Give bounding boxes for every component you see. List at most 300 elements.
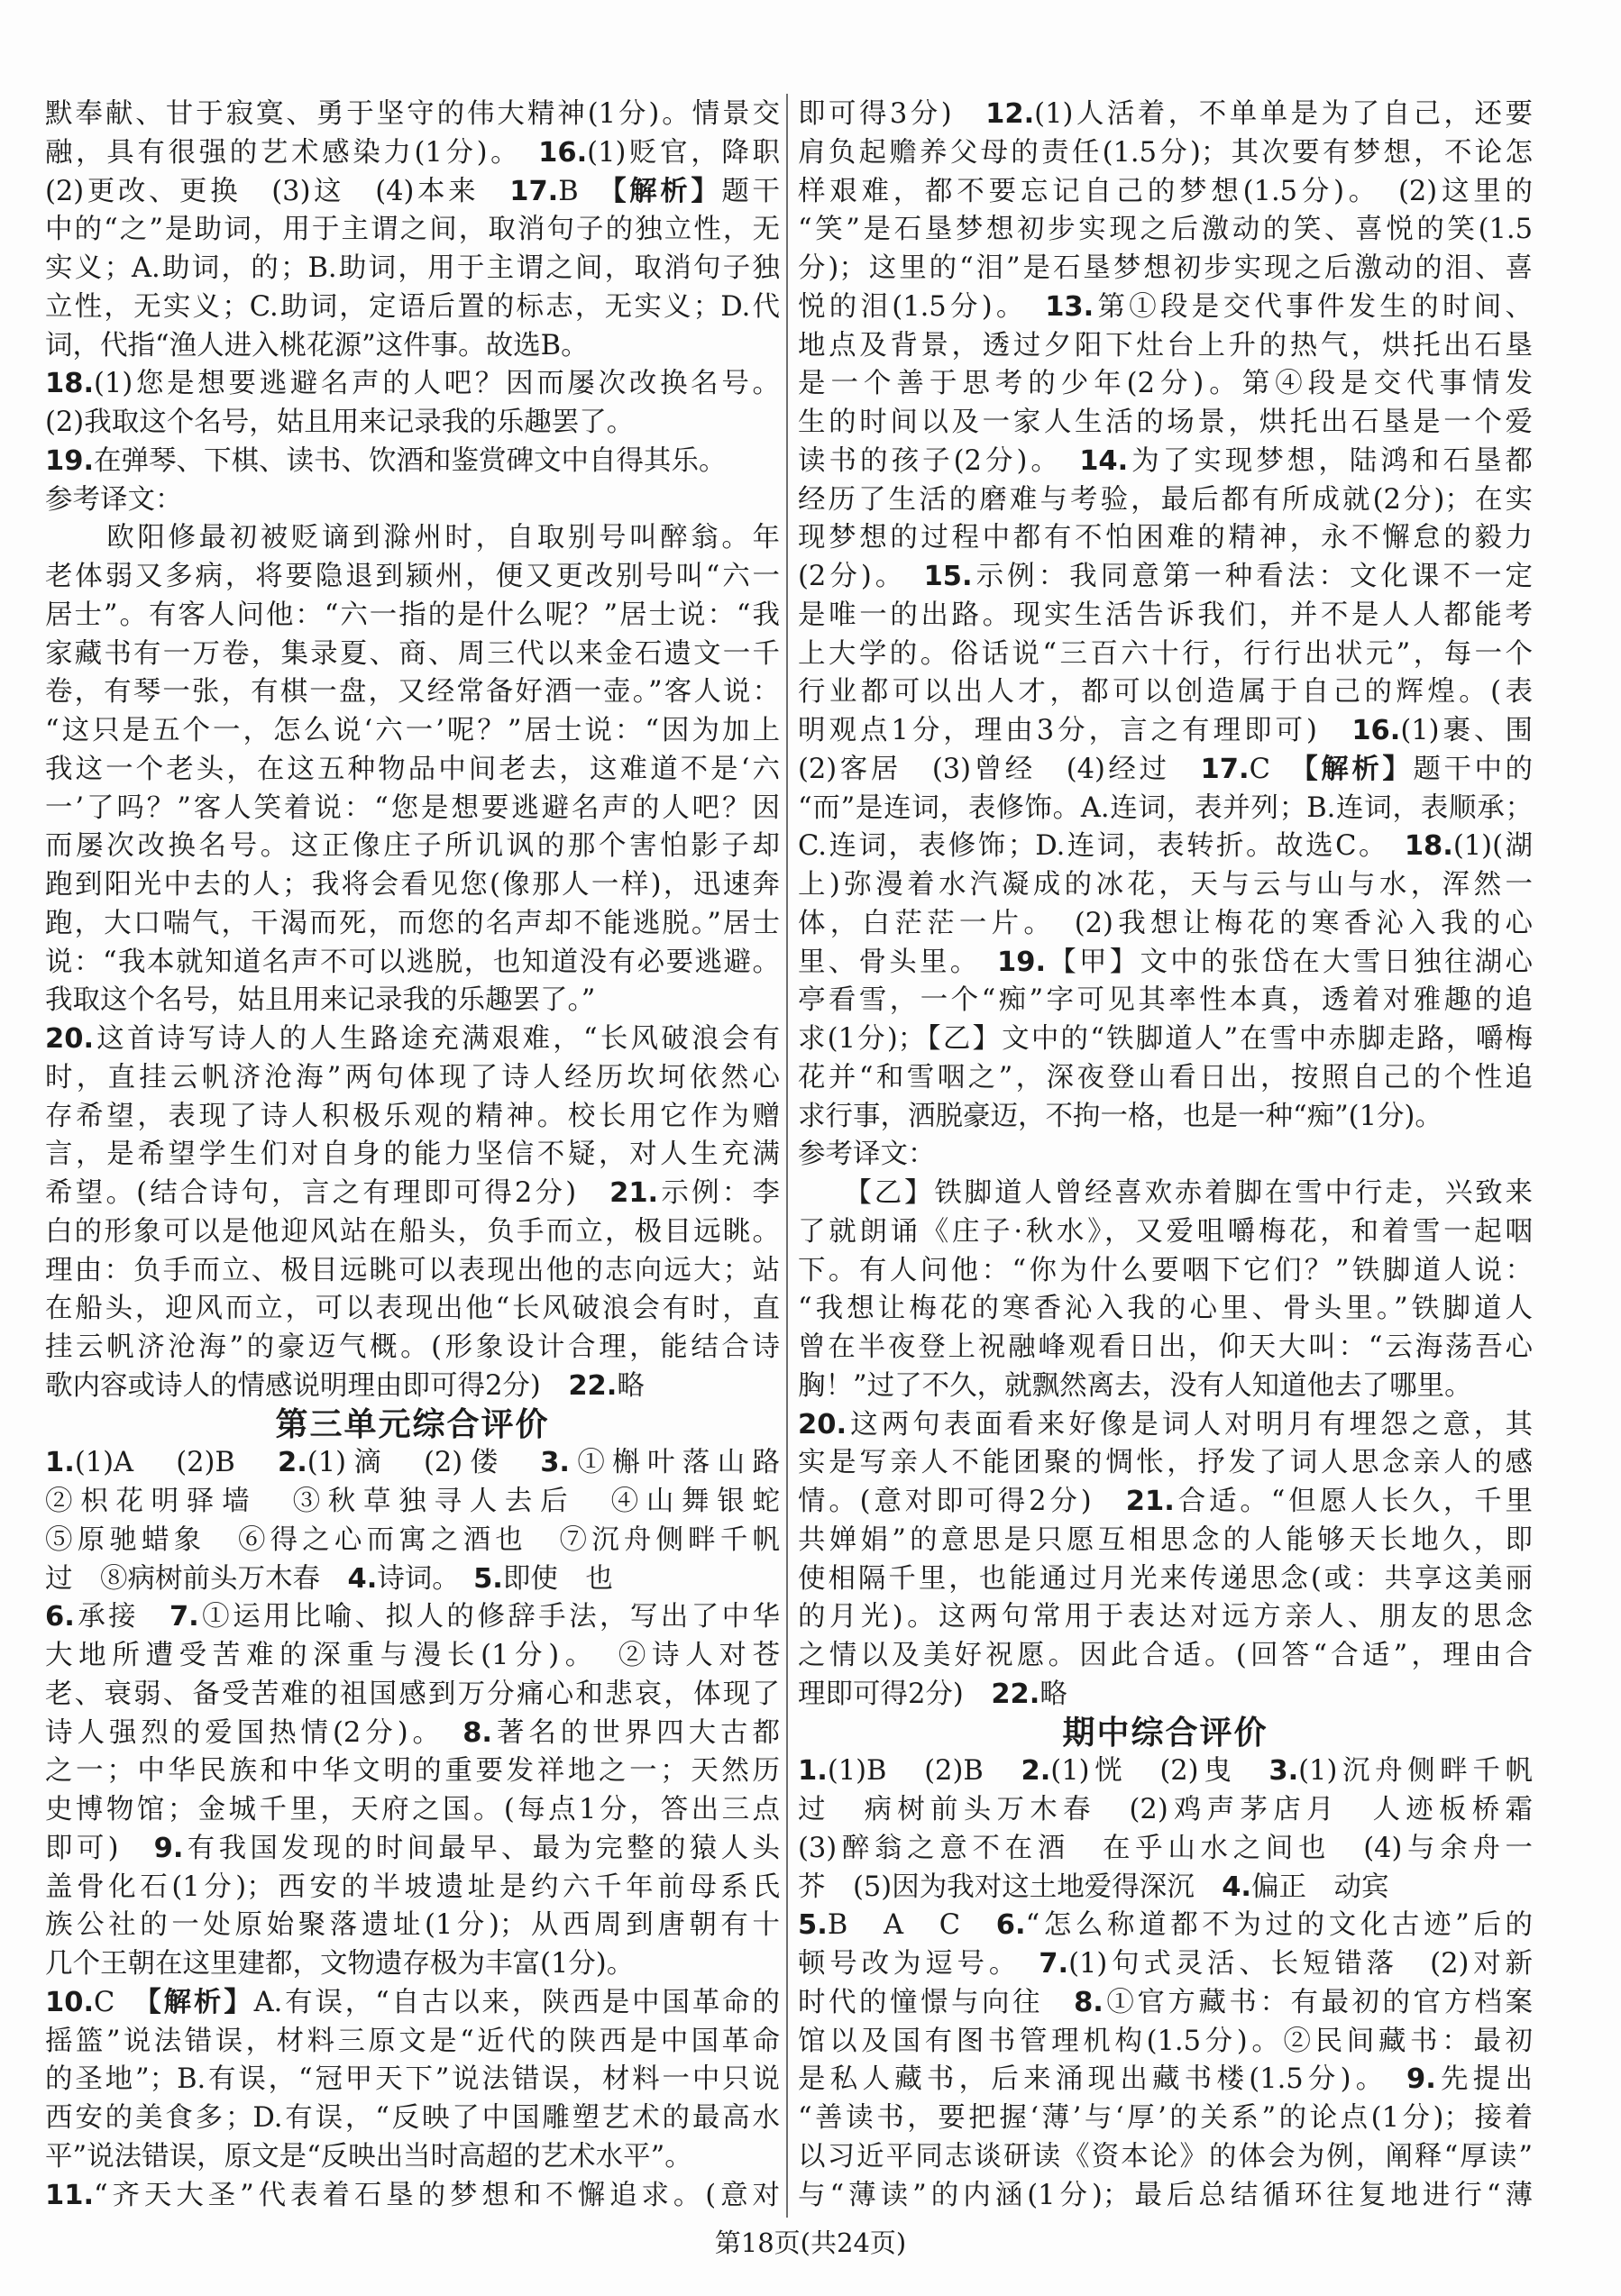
text-run: 过 病树前头万木春 (2)鸡声茅店月 人迹板桥霜 [798, 1794, 1533, 1825]
answer-paragraph [45, 519, 780, 1020]
text-run: 老、衰弱、备受苦难的祖国感到万分痛心和悲哀，体现了 [45, 1678, 780, 1710]
text-line [798, 365, 1533, 404]
text-run: 我这一个老头，在这五种物品中间老去，这难道不是‘六 [45, 753, 780, 785]
bold-text: 10. [45, 1986, 95, 2018]
text-line [798, 173, 1533, 212]
bold-text: 5. [473, 1562, 503, 1595]
text-run: 言，是希望学生们对自身的能力坚信不疑，对人生充满 [45, 1139, 780, 1171]
text-run: “笑”是石垦梦想初步实现之后激动的笑、喜悦的笑(1.5 [798, 214, 1533, 246]
text-run: 理由：负手而立、极目远眺可以表现出他的志向远大；站 [45, 1254, 780, 1286]
text-line [798, 1984, 1533, 2023]
text-run: 求行事，洒脱豪迈，不拘一格，也是一种“痴”(1分)。 [798, 1100, 1442, 1132]
text-line [45, 519, 780, 558]
bold-text: 5. [798, 1909, 828, 1942]
text-line [798, 1020, 1533, 1059]
text-run: 生的时间以及一家人生活的场景，烘托出石垦是一个爱 [798, 407, 1533, 438]
text-line [798, 1907, 1533, 1945]
text-run: 第①段是交代事件发生的时间、 [1094, 290, 1533, 323]
text-line [798, 1637, 1533, 1676]
text-line [45, 250, 780, 288]
answer-paragraph [45, 443, 780, 481]
bold-text: 3. [1268, 1755, 1299, 1788]
bold-text: 11. [45, 2179, 95, 2211]
text-run: 先提出 [1435, 2063, 1533, 2096]
bold-text: 21. [1125, 1486, 1175, 1517]
text-line [45, 1136, 780, 1175]
text-run: (1)贬官，降职 [587, 136, 780, 169]
text-line [45, 1444, 780, 1483]
text-run: 即可得3分) [798, 98, 986, 130]
text-run: 参考译文： [798, 1139, 936, 1171]
text-run: 平”说法错误，原文是“反映出当时高超的艺术水平”。 [45, 2140, 692, 2173]
text-run: 的圣地”；B.有误，“冠甲天下”说法错误，材料一中只说 [45, 2063, 780, 2096]
text-line [45, 1945, 780, 1984]
answer-paragraph [798, 1175, 1533, 1406]
text-run: 与“薄读”的内涵(1分)；最后总结循环往复地进行“薄 [798, 2179, 1533, 2211]
bold-text: 1. [45, 1447, 75, 1479]
text-run: 是一个善于思考的少年(2分)。第④段是交代事情发 [798, 368, 1533, 400]
text-run: 时，直挂云帆济沧海”两句体现了诗人经历坎坷依然心 [45, 1061, 780, 1093]
text-line [798, 1598, 1533, 1637]
bold-text: 19. [997, 946, 1047, 978]
text-run: 悦的泪(1.5分)。 [798, 290, 1046, 323]
text-line [45, 365, 780, 404]
text-line [45, 751, 780, 790]
text-line [45, 1020, 780, 1059]
text-line [798, 2138, 1533, 2177]
text-run: “怎么称道都不为过的文化古迹”后的 [1025, 1909, 1533, 1942]
text-run: B A C [827, 1909, 996, 1942]
text-run: “齐天大圣”代表着石垦的梦想和不懈追求。(意对 [94, 2179, 780, 2211]
answer-paragraph [798, 96, 1533, 1136]
text-run: 情。(意对即可得2分) [798, 1486, 1126, 1517]
text-line [45, 1676, 780, 1715]
text-line [45, 1290, 780, 1329]
text-run: 族公社的一处原始聚落遗址(1分)；从西周到唐朝有十 [45, 1909, 780, 1942]
text-line [45, 327, 780, 366]
bold-text: 4. [1222, 1871, 1252, 1903]
text-line [798, 1368, 1533, 1406]
text-line [45, 944, 780, 983]
text-line [45, 558, 780, 597]
text-run: (2)客居 (3)曾经 (4)经过 [798, 753, 1201, 785]
text-line [798, 712, 1533, 751]
text-line [798, 636, 1533, 674]
text-line [45, 828, 780, 866]
text-line [45, 1984, 780, 2023]
text-line [45, 481, 780, 520]
text-run: B [558, 175, 613, 207]
text-run: 即可) [45, 1832, 154, 1864]
section-heading: 期中综合评价 [1062, 1714, 1268, 1752]
answer-paragraph [45, 1020, 780, 1406]
text-run: (1)B (2)B [827, 1755, 1021, 1788]
bold-text: 7. [169, 1601, 199, 1633]
text-line [798, 905, 1533, 944]
text-line [45, 1598, 780, 1637]
text-run: 史博物馆；金城千里，天府之国。(每点1分，答出三点 [45, 1794, 780, 1825]
text-run: 跑，大口喘气，干渴而死，而您的名声却不能逃脱。”居士 [45, 907, 780, 939]
text-run: (1)A (2)B [74, 1447, 278, 1479]
text-run: 摇篮”说法错误，材料三原文是“近代的陕西是中国革命 [45, 2025, 780, 2057]
text-run: 卷，有琴一张，有棋一盘，又经常备好酒一壶。”客人说： [45, 676, 780, 709]
text-run: 体，白茫茫一片。 (2)我想让梅花的寒香沁入我的心 [798, 907, 1533, 939]
text-run: C [1249, 753, 1305, 785]
text-line [45, 790, 780, 828]
text-run: 行业都可以出人才，都可以创造属于自己的辉煌。(表 [798, 676, 1533, 709]
bold-text: 2. [1021, 1755, 1051, 1788]
bold-text: 8. [1074, 1986, 1104, 2018]
text-line [798, 1483, 1533, 1522]
text-run: (1)滴 (2)偻 [307, 1447, 541, 1479]
text-run: ①官方藏书：有最初的官方档案 [1103, 1986, 1533, 2018]
text-run: 示例：李 [658, 1177, 780, 1209]
text-run: 在弹琴、下棋、读书、饮酒和鉴赏碑文中自得其乐。 [94, 444, 727, 477]
text-run: 过 ⑧病树前头万木春 [45, 1562, 348, 1595]
text-run: 跑到阳光中去的人；我将会看见您(像那人一样)，迅速奔 [45, 869, 780, 901]
text-run: 中的“之”是助词，用于主谓之间，取消句子的独立性，无 [45, 214, 780, 246]
text-line [45, 1213, 780, 1252]
text-line [798, 790, 1533, 828]
text-line [45, 2099, 780, 2138]
text-run: 求(1分)；【乙】文中的“铁脚道人”在雪中赤脚走路，嚼梅 [798, 1023, 1533, 1055]
text-run: 样艰难，都不要忘记自己的梦想(1.5分)。 (2)这里的 [798, 175, 1533, 207]
text-line [798, 751, 1533, 790]
column-divider [786, 94, 788, 2218]
text-run: (2)更改、更换 (3)这 (4)本来 [45, 175, 510, 207]
text-run: 这两句表面看来好像是词人对明月有埋怨之意，其 [847, 1408, 1533, 1441]
text-run: (1)您是想要逃避名声的人吧？因而屡次改换名号。 [94, 368, 780, 400]
text-run: 是唯一的出路。现实生活告诉我们，并不是人人都能考 [798, 599, 1533, 631]
bold-text: 22. [991, 1678, 1040, 1710]
text-run: 说：“我本就知道名声不可以逃脱，也知道没有必要逃避。 [45, 946, 780, 978]
text-run: 挂云帆济沧海”的豪迈气概。(形象设计合理，能结合诗 [45, 1331, 780, 1363]
text-run: 合适。“但愿人长久，千里 [1174, 1486, 1533, 1517]
text-run: 词，代指“渔人进入桃花源”这件事。故选B。 [45, 329, 589, 361]
bold-text: 【解析】 [612, 175, 722, 207]
text-line [45, 134, 780, 173]
text-line [798, 96, 1533, 134]
text-line [798, 1329, 1533, 1368]
text-line [45, 2061, 780, 2099]
answer-paragraph [45, 1984, 780, 2177]
text-run: 著名的世界四大古都 [492, 1716, 780, 1749]
text-line [45, 443, 780, 481]
text-run: 歌内容或诗人的情感说明理由即可得2分) [45, 1369, 569, 1402]
text-run: ①槲叶落山路 [570, 1447, 780, 1479]
text-line [45, 1715, 780, 1753]
text-run: 盖骨化石(1分)；西安的半坡遗址是约六千年前母系氏 [45, 1871, 780, 1903]
text-line [45, 173, 780, 212]
text-line [45, 2138, 780, 2177]
text-line [45, 1098, 780, 1137]
answer-paragraph [45, 1598, 780, 1984]
text-line [798, 558, 1533, 597]
bold-text: 14. [1079, 444, 1129, 477]
text-run: 花并“和雪咽之”，深夜登山看日出，按照自己的个性追 [798, 1061, 1533, 1093]
text-run: 分)；这里的“泪”是石垦梦想初步实现之后激动的泪、喜 [798, 252, 1533, 284]
text-line [45, 673, 780, 712]
bold-text: 17. [509, 175, 559, 207]
text-run: 一’了吗？”客人笑着说：“您是想要逃避名声的人吧？因 [45, 791, 780, 824]
text-line [798, 1059, 1533, 1098]
text-line [45, 866, 780, 905]
text-run: 馆以及国有图书管理机构(1.5分)。②民间藏书：最初 [798, 2025, 1533, 2057]
text-line [45, 1752, 780, 1791]
answer-paragraph [45, 365, 780, 443]
text-run: 地点及背景，透过夕阳下灶台上升的热气，烘托出石垦 [798, 329, 1533, 361]
text-run: 大地所遭受苦难的深重与漫长(1分)。 ②诗人对苍 [45, 1640, 780, 1671]
text-line [798, 828, 1533, 866]
right-column [798, 96, 1533, 2215]
text-line [45, 1483, 780, 1522]
text-run: 白的形象可以是他迎风站在船头，负手而立，极目远眺。 [45, 1215, 780, 1248]
bold-text: 2. [277, 1447, 307, 1479]
text-line [798, 982, 1533, 1020]
text-run: ⑤原驰蜡象 ⑥得之心而寓之酒也 ⑦沉舟侧畔千帆 [45, 1523, 780, 1556]
text-run: 诗人强烈的爱国热情(2分)。 [45, 1716, 463, 1749]
text-run: (2)我取这个名号，姑且用来记录我的乐趣罢了。 [45, 407, 635, 438]
text-run: 时代的憧憬与向往 [798, 1986, 1075, 2018]
text-run: 亭看雪，一个“痴”字可见其率性本真，透着对雅趣的追 [798, 984, 1533, 1017]
text-line [798, 673, 1533, 712]
text-run: 希望。(结合诗句，言之有理即可得2分) [45, 1177, 610, 1209]
answer-paragraph [798, 1406, 1533, 1715]
bold-text: 16. [538, 136, 588, 169]
text-run: 欧阳修最初被贬谪到滁州时，自取别号叫醉翁。年 [45, 522, 780, 554]
text-run: 家藏书有一万卷，集录夏、商、周三代以来金石遗文一千 [45, 637, 780, 670]
text-run: C.连词，表修饰；D.连词，表转折。故选C。 [798, 830, 1405, 863]
text-run: 即使 也 [502, 1562, 613, 1595]
bold-text: 1. [798, 1755, 828, 1788]
text-line [798, 1522, 1533, 1560]
text-run: C [94, 1986, 148, 2018]
text-line [798, 1830, 1533, 1869]
text-run: ②枳花明驿墙 ③秋草独寻人去后 ④山舞银蛇 [45, 1486, 780, 1517]
text-line [45, 1869, 780, 1907]
text-run: 读书的孩子(2分)。 [798, 444, 1080, 477]
text-run: “善读书，要把握‘薄’与‘厚’的关系”的论点(1分)；接着 [798, 2102, 1533, 2134]
text-line [798, 443, 1533, 481]
bold-text: 20. [798, 1408, 847, 1441]
bold-text: 16. [1351, 715, 1401, 746]
bold-text: 6. [995, 1909, 1026, 1942]
text-run: (2分)。 [798, 561, 924, 592]
text-run: 上大学的。俗话说“三百六十行，行行出状元”，每一个 [798, 637, 1533, 670]
text-line [798, 2061, 1533, 2099]
bold-text: 【解析】 [147, 1986, 254, 2018]
text-run: 略 [617, 1369, 645, 1402]
text-run: (1)裹、围 [1400, 715, 1533, 746]
text-line [798, 1098, 1533, 1137]
text-line [798, 1406, 1533, 1445]
text-run: “我想让梅花的寒香沁入我的心里、骨头里。”铁脚道人 [798, 1293, 1533, 1325]
text-line [798, 1290, 1533, 1329]
text-run: 上)弥漫着水汽凝成的冰花，天与云与山与水，浑然一 [798, 869, 1533, 901]
text-line [45, 905, 780, 944]
text-run: 存希望，表现了诗人积极乐观的精神。校长用它作为赠 [45, 1100, 780, 1132]
text-run: 承接 [74, 1601, 169, 1633]
text-line [798, 1175, 1533, 1213]
text-run: 胸！”过了不久，就飘然离去，没有人知道他去了哪里。 [798, 1369, 1472, 1402]
text-run: 在船头，迎风而立，可以表现出他“长风破浪会有时，直 [45, 1293, 780, 1325]
text-line [45, 1368, 780, 1406]
text-run: 为了实现梦想，陆鸿和石垦都 [1128, 444, 1533, 477]
bold-text: 17. [1200, 753, 1250, 785]
text-line [45, 2177, 780, 2216]
text-run: 几个王朝在这里建都，文物遗存极为丰富(1分)。 [45, 1948, 635, 1980]
text-run: 老体弱又多病，将要隐退到颍州，便又更改别号叫“六一 [45, 561, 780, 592]
text-run: 共婵娟”的意思是只愿互相思念的人能够天长地久，即 [798, 1523, 1533, 1556]
bold-text: 13. [1045, 290, 1094, 323]
text-run: ①运用比喻、拟人的修辞手法，写出了中华 [198, 1601, 780, 1633]
left-column [45, 96, 780, 2215]
text-line [798, 1945, 1533, 1984]
text-line [798, 327, 1533, 366]
text-run: “而”是连词，表修饰。A.连词，表并列；B.连词，表顺承； [798, 791, 1533, 824]
text-line [45, 1522, 780, 1560]
text-run: “这只是五个一，怎么说‘六一’呢？”居士说：“因为加上 [45, 715, 780, 746]
text-line [45, 1791, 780, 1830]
bold-text: 7. [1039, 1948, 1069, 1980]
answer-paragraph [798, 1136, 1533, 1175]
text-run: 以习近平同志谈研读《资本论》的体会为例，阐释“厚读” [798, 2140, 1533, 2173]
text-line [798, 2023, 1533, 2062]
text-run: 经历了生活的磨难与考验，最后都有所成就(2分)；在实 [798, 483, 1533, 516]
text-line [45, 288, 780, 327]
bold-text: 9. [1406, 2063, 1436, 2096]
text-run: (1)恍 (2)曳 [1050, 1755, 1269, 1788]
text-line [798, 211, 1533, 250]
text-line [45, 1175, 780, 1213]
text-line [45, 2023, 780, 2062]
text-run: 理即可得2分) [798, 1678, 992, 1710]
text-line [798, 1676, 1533, 1715]
text-run: 西安的美食多；D.有误，“反映了中国雕塑艺术的最高水 [45, 2102, 780, 2134]
text-run: 略 [1039, 1678, 1067, 1710]
text-run: 肩负起赡养父母的责任(1.5分)；其次要有梦想，不论怎 [798, 136, 1533, 169]
text-run: (1)沉舟侧畔千帆 [1298, 1755, 1533, 1788]
text-line [798, 1213, 1533, 1252]
text-line [798, 944, 1533, 983]
text-run: A.有误，“自古以来，陕西是中国革命的 [253, 1986, 780, 2018]
text-line [798, 1869, 1533, 1907]
answer-paragraph [798, 1907, 1533, 2215]
text-run: 之情以及美好祝愿。因此合适。(回答“合适”，理由合 [798, 1640, 1533, 1671]
answer-paragraph [45, 1444, 780, 1598]
text-line [798, 866, 1533, 905]
text-line [45, 982, 780, 1020]
text-line [798, 1252, 1533, 1291]
text-line [45, 1059, 780, 1098]
text-line [45, 96, 780, 134]
text-line [45, 1560, 780, 1599]
text-line [45, 211, 780, 250]
text-run: 我取这个名号，姑且用来记录我的乐趣罢了。” [45, 984, 596, 1017]
answer-paragraph [45, 481, 780, 520]
text-run: 默奉献、甘于寂寞、勇于坚守的伟大精神(1分)。情景交 [45, 98, 780, 130]
text-run: 明观点1分，理由3分，言之有理即可) [798, 715, 1352, 746]
text-run: 【乙】铁脚道人曾经喜欢赤着脚在雪中行走，兴致来 [798, 1177, 1533, 1209]
text-run: 【甲】文中的张岱在大雪日独往湖心 [1046, 946, 1533, 978]
text-line [798, 404, 1533, 443]
text-run: 偏正 动宾 [1251, 1871, 1389, 1903]
bold-text: 20. [45, 1023, 95, 1055]
text-run: 融，具有很强的艺术感染力(1分)。 [45, 136, 539, 169]
bold-text: 18. [45, 368, 95, 400]
text-line [798, 2099, 1533, 2138]
text-line [45, 1637, 780, 1676]
text-run: 了就朗诵《庄子·秋水》，又爱咀嚼梅花，和着雪一起咽 [798, 1215, 1533, 1248]
page-footer: 第18页(共24页) [714, 2227, 907, 2258]
text-run: 使相隔千里，也能通过月光来传递思念(或：共享这美丽 [798, 1562, 1533, 1595]
text-line [45, 1907, 780, 1945]
text-line [45, 636, 780, 674]
text-line [45, 1329, 780, 1368]
text-line [798, 250, 1533, 288]
text-run: 的月光)。这两句常用于表达对远方亲人、朋友的思念 [798, 1601, 1533, 1633]
bold-text: 18. [1404, 830, 1453, 863]
text-run: (1)句式灵活、长短错落 (2)对新 [1068, 1948, 1533, 1980]
answer-paragraph [798, 1752, 1533, 1907]
text-run: 立性，无实义；C.助词，定语后置的标志，无实义；D.代 [45, 290, 780, 323]
text-run: 居士”。有客人问他：“六一指的是什么呢？”居士说：“我 [45, 599, 780, 631]
text-line [798, 519, 1533, 558]
text-line [798, 597, 1533, 636]
text-line [45, 404, 780, 443]
text-line [798, 1444, 1533, 1483]
section-heading: 第三单元综合评价 [275, 1405, 550, 1443]
text-run: 有我国发现的时间最早、最为完整的猿人头 [183, 1832, 780, 1864]
answer-paragraph [45, 96, 780, 365]
text-run: 里、骨头里。 [798, 946, 997, 978]
bold-text: 21. [609, 1177, 659, 1209]
text-line [45, 597, 780, 636]
text-run: 诗词。 [377, 1562, 474, 1595]
answer-paragraph [45, 2177, 780, 2216]
text-run: 示例：我同意第一种看法：文化课不一定 [972, 561, 1533, 592]
bold-text: 12. [985, 98, 1035, 130]
text-line [45, 1830, 780, 1869]
bold-text: 8. [462, 1716, 492, 1749]
text-run: 题干中的 [1413, 753, 1533, 785]
text-line [45, 712, 780, 751]
text-run: 参考译文： [45, 483, 183, 516]
text-run: 现梦想的过程中都有不怕困难的精神，永不懈怠的毅力 [798, 522, 1533, 554]
text-run: 实义；A.助词，的；B.助词，用于主谓之间，取消句子独 [45, 252, 780, 284]
text-run: 而屡次改换名号。这正像庄子所讥讽的那个害怕影子却 [45, 830, 780, 863]
text-line [798, 1791, 1533, 1830]
text-run: 这首诗写诗人的人生路途充满艰难，“长风破浪会有 [94, 1023, 780, 1055]
bold-text: 6. [45, 1601, 75, 1633]
bold-text: 19. [45, 444, 95, 477]
text-run: 下。有人问他：“你为什么要咽下它们？”铁脚道人说： [798, 1254, 1533, 1286]
text-run: 顿号改为逗号。 [798, 1948, 1039, 1980]
text-line [45, 1252, 780, 1291]
text-run: 曾在半夜登上祝融峰观看日出，仰天大叫：“云海荡吾心 [798, 1331, 1533, 1363]
text-line [798, 1136, 1533, 1175]
text-line [798, 288, 1533, 327]
text-line [798, 1560, 1533, 1599]
bold-text: 22. [568, 1369, 618, 1402]
text-line [798, 481, 1533, 520]
bold-text: 9. [153, 1832, 184, 1864]
text-run: (1)(湖 [1452, 830, 1533, 863]
text-run: 实是写亲人不能团聚的惆怅，抒发了词人思念亲人的感 [798, 1447, 1533, 1479]
text-run: 是私人藏书，后来涌现出藏书楼(1.5分)。 [798, 2063, 1406, 2096]
text-run: 芥 (5)因为我对这土地爱得深沉 [798, 1871, 1223, 1903]
text-line [798, 134, 1533, 173]
